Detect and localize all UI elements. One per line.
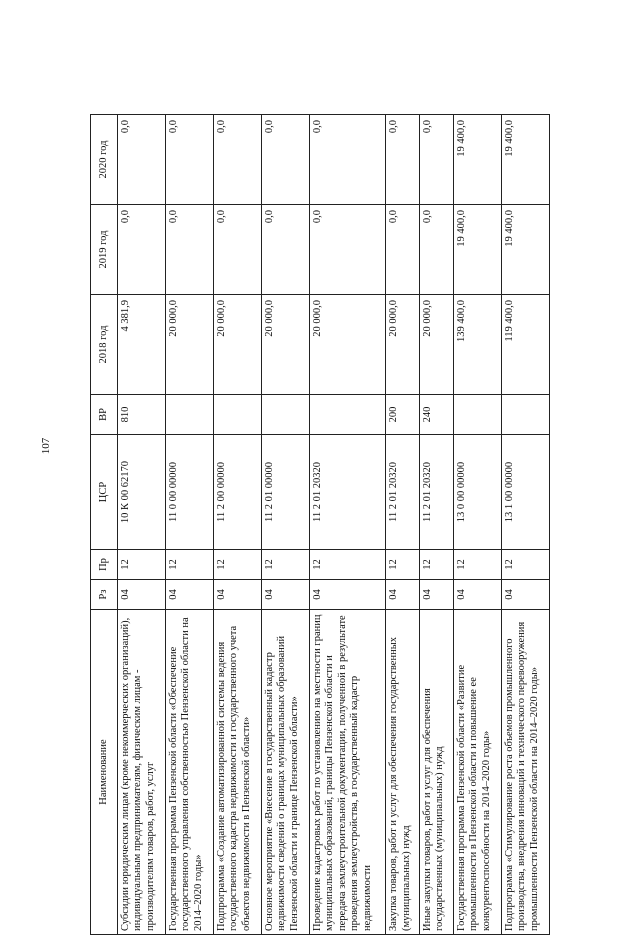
row-vr: 240: [420, 395, 454, 435]
table-row: [310, 115, 386, 935]
row-rz: 04: [420, 580, 454, 610]
row-2020: 0,0: [386, 115, 420, 205]
row-2018: 20 000,0: [262, 295, 310, 395]
row-rz: 04: [262, 580, 310, 610]
row-vr: 810: [118, 395, 166, 435]
budget-table: [90, 114, 550, 935]
row-pr: 12: [214, 550, 262, 580]
table-row: [118, 115, 166, 935]
row-2020: 0,0: [420, 115, 454, 205]
row-2019: 19 400,0: [501, 205, 549, 295]
row-2019: 0,0: [214, 205, 262, 295]
row-name: Иные закупки товаров, работ и услуг для обеспечения государственных (муниципальных) нужд: [420, 610, 454, 935]
row-vr: [166, 395, 214, 435]
row-vr: [214, 395, 262, 435]
row-rz: 04: [453, 580, 501, 610]
row-2020: 19 400,0: [501, 115, 549, 205]
row-pr: 12: [166, 550, 214, 580]
row-pr: 12: [262, 550, 310, 580]
row-2018: 20 000,0: [420, 295, 454, 395]
header-2020: 2020 год: [91, 115, 118, 205]
header-row: [91, 115, 118, 935]
row-csr: 11 2 01 20320: [310, 435, 386, 550]
row-pr: 12: [420, 550, 454, 580]
row-vr: 200: [386, 395, 420, 435]
row-csr: 11 2 01 20320: [386, 435, 420, 550]
row-2019: 0,0: [118, 205, 166, 295]
header-name: Наименование: [91, 610, 118, 935]
row-csr: 10 К 00 62170: [118, 435, 166, 550]
row-2018: 20 000,0: [166, 295, 214, 395]
row-rz: 04: [501, 580, 549, 610]
row-2020: 0,0: [310, 115, 386, 205]
row-2018: 20 000,0: [310, 295, 386, 395]
row-csr: 11 2 01 00000: [262, 435, 310, 550]
header-rz: Рз: [91, 580, 118, 610]
row-vr: [310, 395, 386, 435]
table-row: [386, 115, 420, 935]
row-2020: 0,0: [166, 115, 214, 205]
header-2019: 2019 год: [91, 205, 118, 295]
row-2019: 0,0: [386, 205, 420, 295]
table-row: [214, 115, 262, 935]
row-vr: [453, 395, 501, 435]
row-vr: [262, 395, 310, 435]
row-name: Закупка товаров, работ и услуг для обеспечения государственных (муниципальных) нужд: [386, 610, 420, 935]
row-name: Подпрограмма «Создание автоматизированной системы ведения государственного кадастра недвижимости и государственного учета объектов недвижимости в Пензенской области»: [214, 610, 262, 935]
row-pr: 12: [453, 550, 501, 580]
row-2018: 119 400,0: [501, 295, 549, 395]
row-2020: 0,0: [118, 115, 166, 205]
row-2020: 0,0: [214, 115, 262, 205]
header-csr: ЦСР: [91, 435, 118, 550]
table-row: [420, 115, 454, 935]
table-row: [262, 115, 310, 935]
row-name: Проведение кадастровых работ по установлению на местности границ муниципальных образований, границы Пензенской области и передача землеустроительной документации, полученной в результате проведения землеустройства, в государственный кадастр недвижимости: [310, 610, 386, 935]
row-name: Основное мероприятие «Внесение в государственный кадастр недвижимости сведений о границах муниципальных образований Пензенской области и границе Пензенской области»: [262, 610, 310, 935]
row-2020: 0,0: [262, 115, 310, 205]
row-rz: 04: [118, 580, 166, 610]
row-name: Подпрограмма «Стимулирование роста объемов промышленного производства, внедрения инноваций и технического перевооружения промышленности Пензенской области на 2014–2020 годы»: [501, 610, 549, 935]
row-pr: 12: [501, 550, 549, 580]
rotated-table-container: [90, 115, 550, 935]
row-pr: 12: [386, 550, 420, 580]
row-2019: 0,0: [420, 205, 454, 295]
row-name: Государственная программа Пензенской области «Обеспечение государственного управления собственностью Пензенской области на 2014–2020 годы»: [166, 610, 214, 935]
row-pr: 12: [118, 550, 166, 580]
row-2019: 0,0: [166, 205, 214, 295]
row-rz: 04: [386, 580, 420, 610]
row-csr: 11 2 01 20320: [420, 435, 454, 550]
row-2018: 139 400,0: [453, 295, 501, 395]
row-csr: 11 0 00 00000: [166, 435, 214, 550]
header-2018: 2018 год: [91, 295, 118, 395]
row-2020: 19 400,0: [453, 115, 501, 205]
row-2018: 20 000,0: [386, 295, 420, 395]
page-number: 107: [40, 437, 52, 455]
row-2019: 0,0: [262, 205, 310, 295]
row-2018: 20 000,0: [214, 295, 262, 395]
row-name: Государственная программа Пензенской области «Развитие промышленности в Пензенской области и повышение ее конкурентоспособности на 2014–2020 годы»: [453, 610, 501, 935]
row-csr: 13 0 00 00000: [453, 435, 501, 550]
row-rz: 04: [310, 580, 386, 610]
table-row: [166, 115, 214, 935]
header-vr: ВР: [91, 395, 118, 435]
row-rz: 04: [214, 580, 262, 610]
row-2018: 4 381,9: [118, 295, 166, 395]
table-row: [453, 115, 501, 935]
row-2019: 0,0: [310, 205, 386, 295]
row-vr: [501, 395, 549, 435]
header-pr: Пр: [91, 550, 118, 580]
row-csr: 11 2 00 00000: [214, 435, 262, 550]
row-2019: 19 400,0: [453, 205, 501, 295]
row-rz: 04: [166, 580, 214, 610]
table-row: [501, 115, 549, 935]
row-pr: 12: [310, 550, 386, 580]
row-name: Субсидии юридическим лицам (кроме некоммерческих организаций), индивидуальным предпринимателям, физическим лицам - производителям товаров, работ, услуг: [118, 610, 166, 935]
row-csr: 13 1 00 00000: [501, 435, 549, 550]
